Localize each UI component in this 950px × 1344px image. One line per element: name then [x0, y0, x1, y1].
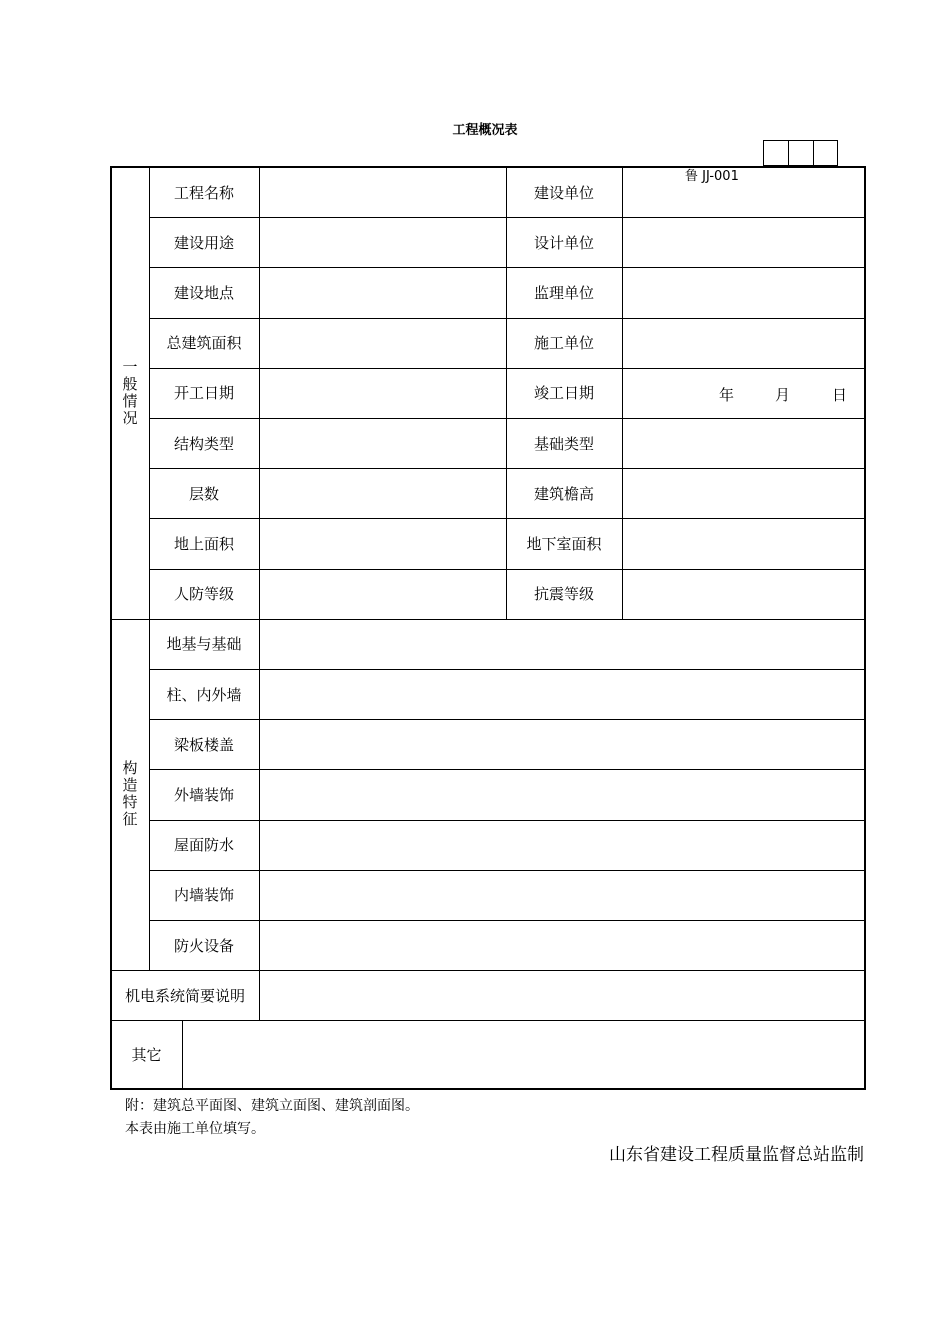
field-label: 总建筑面积 [166, 334, 242, 353]
notes [125, 1095, 419, 1141]
field-label: 抗震等级 [533, 585, 594, 604]
field-label: 开工日期 [173, 384, 234, 403]
field-label: 工程名称 [173, 183, 234, 202]
structure-label: 防火设备 [173, 936, 234, 955]
field-value[interactable] [622, 468, 864, 518]
field-value[interactable] [622, 418, 864, 468]
structure-label: 内墙装饰 [173, 886, 234, 905]
structure-value[interactable] [259, 669, 864, 719]
note-attachment: 附：建筑总平面图、建筑立面图、建筑剖面图。 [125, 1098, 419, 1114]
field-label: 结构类型 [173, 434, 234, 453]
structure-label: 外墙装饰 [173, 785, 234, 804]
field-label: 监理单位 [533, 283, 594, 302]
structure-value[interactable] [259, 719, 864, 769]
field-value[interactable] [622, 267, 864, 317]
field-value[interactable] [622, 569, 864, 619]
structure-label: 柱、内外墙 [166, 685, 242, 704]
section-structure [111, 619, 149, 970]
mep-value[interactable] [259, 970, 864, 1020]
field-value[interactable] [259, 167, 506, 217]
structure-value[interactable] [259, 870, 864, 920]
structure-label: 地基与基础 [166, 635, 242, 654]
other-label: 其它 [131, 1046, 162, 1065]
section-general [111, 167, 149, 619]
section-char: 况 [122, 408, 138, 427]
form-code: 鲁 JJ-001 [685, 169, 739, 184]
note-fill-by: 本表由施工单位填写。 [125, 1121, 265, 1137]
code-boxes [763, 140, 838, 166]
date-year-label: 年 [719, 386, 735, 404]
field-label: 人防等级 [173, 585, 234, 604]
field-value[interactable] [622, 217, 864, 267]
grid-line [506, 167, 507, 619]
field-label: 设计单位 [533, 233, 594, 252]
section-char: 造 [122, 776, 138, 795]
section-char: 般 [122, 374, 138, 393]
field-label: 建设用途 [173, 233, 234, 252]
structure-label: 屋面防水 [173, 836, 234, 855]
section-char: 特 [122, 793, 138, 812]
other-value[interactable] [182, 1020, 864, 1089]
field-value[interactable] [259, 468, 506, 518]
field-value[interactable] [622, 518, 864, 568]
field-value[interactable] [622, 167, 864, 217]
field-label: 地下室面积 [526, 534, 602, 553]
field-label: 基础类型 [533, 434, 594, 453]
field-value[interactable] [259, 217, 506, 267]
field-label: 建设单位 [533, 183, 594, 202]
field-value[interactable] [259, 518, 506, 568]
section-char: 情 [122, 391, 138, 410]
structure-value[interactable] [259, 920, 864, 970]
date-day-label: 日 [832, 386, 848, 404]
field-value[interactable] [259, 318, 506, 368]
field-value[interactable] [259, 569, 506, 619]
field-label: 建设地点 [173, 283, 234, 302]
completion-date-field[interactable] [622, 368, 864, 418]
field-value[interactable] [259, 267, 506, 317]
date-month-label: 月 [775, 386, 791, 404]
field-label: 施工单位 [533, 334, 594, 353]
structure-value[interactable] [259, 619, 864, 669]
field-label: 层数 [188, 484, 219, 503]
structure-label: 梁板楼盖 [173, 735, 234, 754]
section-char: 构 [122, 759, 138, 778]
field-value[interactable] [259, 418, 506, 468]
mep-label: 机电系统简要说明 [124, 986, 245, 1005]
section-char: 征 [122, 810, 138, 829]
field-label: 建筑檐高 [533, 484, 594, 503]
field-label: 地上面积 [173, 534, 234, 553]
field-value[interactable] [622, 318, 864, 368]
structure-value[interactable] [259, 769, 864, 819]
section-char: 一 [122, 357, 138, 376]
field-value[interactable] [259, 368, 506, 418]
form-title: 工程概况表 [452, 123, 518, 138]
structure-value[interactable] [259, 820, 864, 870]
issuer: 山东省建设工程质量监督总站监制 [609, 1145, 864, 1165]
field-label: 竣工日期 [533, 384, 594, 403]
